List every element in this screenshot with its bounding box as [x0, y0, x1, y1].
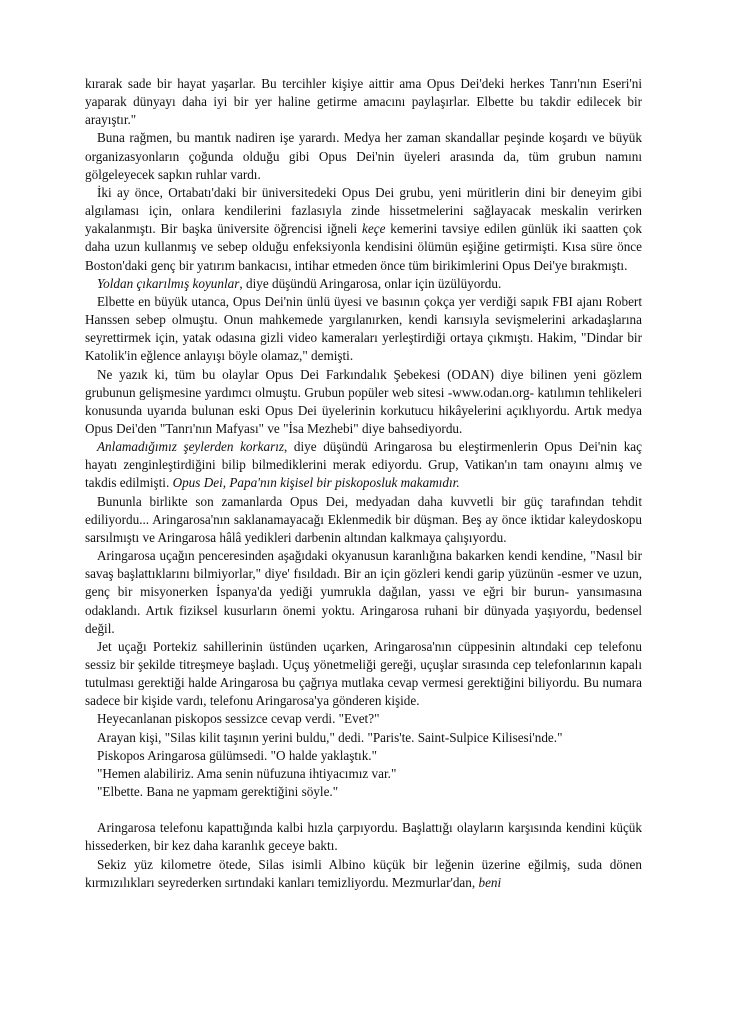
paragraph-text: kırarak sade bir hayat yaşarlar. Bu tercihler kişiye aittir ama Opus Dei'deki herkes Tanrı'nın Eseri'ni yaparak dünyayı daha iyi bir yer haline getirme amacını paylaşırlar. Elbette bu takdir edilecek bir arayıştır." — [85, 76, 642, 128]
dialogue-text: Arayan kişi, "Silas kilit taşının yerini buldu," dedi. "Paris'te. Saint-Sulpice Kilisesi'nde." — [97, 729, 563, 745]
document-page — [85, 75, 642, 892]
italic-text: Anlamadığımız şeylerden korkarız — [97, 439, 285, 455]
dialogue-text: Heyecanlanan piskopos sessizce cevap verdi. "Evet?" — [97, 711, 380, 727]
dialogue-line-1 — [85, 710, 642, 728]
paragraph-12 — [85, 856, 642, 892]
paragraph-11 — [85, 819, 642, 855]
dialogue-line-2 — [85, 729, 642, 747]
paragraph-9 — [85, 547, 642, 638]
dialogue-line-4 — [85, 765, 642, 783]
paragraph-1 — [85, 75, 642, 129]
paragraph-text: Sekiz yüz kilometre ötede, Silas isimli Albino küçük bir leğenin üzerine eğilmiş, suda dönen kırmızılıkları seyrederken sırtındaki kanları temizliyordu. Mezmurlar'dan, — [85, 856, 642, 890]
paragraph-4 — [85, 275, 642, 293]
paragraph-text: Jet uçağı Portekiz sahillerinin üstünden uçarken, Aringarosa'nın cüppesinin altındaki cep telefonu sessiz bir şekilde titreşmeye başladı. Uçuş yönetmeliği gereği, uçuşlar sırasında cep telefonlarının kapalı tutulması gerektiği halde Aringarosa bu çağrıya mutlaka cevap vermesi gerektiğini biliyordu. Bu numara sadece bir kişide vardı, telefonu Aringarosa'ya gönderen kişide. — [85, 638, 642, 709]
paragraph-text: İki ay önce, Ortabatı'daki bir üniversitedeki Opus Dei grubu, yeni müritlerin dini bir deneyim gibi algılaması için, onlara kendilerini fazlasıyla zinde hissetmelerini sağlayacak meskalin verirken yakalanmıştı. Bir başka üniversite öğrencisi iğneli — [85, 184, 642, 237]
paragraph-10 — [85, 638, 642, 711]
paragraph-text: , diye düşündü Aringarosa bu eleştirmenlerin Opus Dei'nin kaç hayatı zenginleştirdiğini bilip bilmediklerini merak ediyordu. Grup, Vatikan'ın tam onayını almış ve takdis edilmişti. — [85, 439, 642, 491]
paragraph-text: Aringarosa uçağın penceresinden aşağıdaki okyanusun karanlığına bakarken kendi kendine, "Nasıl bir savaş başlattıklarını bilmiyorlar," diye' fısıldadı. Bir an için gözleri kendi garip yüzünün -esmer ve uzun, genç bir misyonerken İspanya'da yediği yumrukla dağılan, yassı ve eğri bir burun- yansımasına odaklandı. Artık fiziksel kusurların önemi yoktu. Aringarosa ruhani bir dünyada yaşıyordu, bedensel değil. — [85, 548, 642, 636]
dialogue-line-3 — [85, 747, 642, 765]
paragraph-text: Bununla birlikte son zamanlarda Opus Dei, medyadan daha kuvvetli bir güç tarafından tehdit ediliyordu... Aringarosa'nın saklanamayacağı Eklenmedik bir düşman. Beş ay önce iktidar kaleydoskopu sarsılmıştı ve Aringarosa hâlâ yedikleri darbenin altından kalkmaya çalışıyordu. — [85, 493, 642, 545]
dialogue-text: "Elbette. Bana ne yapmam gerektiğini söyle." — [97, 784, 339, 800]
paragraph-text: , diye düşündü Aringarosa, onlar için üzülüyordu. — [239, 275, 502, 291]
paragraph-8 — [85, 493, 642, 547]
paragraph-6 — [85, 366, 642, 439]
paragraph-text: Ne yazık ki, tüm bu olaylar Opus Dei Farkındalık Şebekesi (ODAN) diye bilinen yeni gözlem grubunun gelişmesine yardımcı olmuştu. Grubun popüler web sitesi -www.odan.org- katılımın tehlikeleri konusunda uyarıda bulunan eski Opus Dei üyelerinin korkutucu hikâyelerini açıklıyordu. Artık medya Opus Dei'den "Tanrı'nın Mafyası" ve "İsa Mezhebi" diye bahsediyordu. — [85, 366, 642, 436]
paragraph-5 — [85, 293, 642, 366]
paragraph-text: Buna rağmen, bu mantık nadiren işe yarardı. Medya her zaman skandallar peşinde koşardı ve büyük organizasyonların çoğunda olduğu gibi Opus Dei'nin üyeleri arasında da, tüm grubun namını gölgeleyecek sapkın ruhlar vardı. — [85, 130, 642, 182]
paragraph-text: Aringarosa telefonu kapattığında kalbi hızla çarpıyordu. Başlattığı olayların karşısında kendini küçük hissederken, bir kez daha karanlık geceye baktı. — [85, 820, 642, 854]
italic-text: Yoldan çıkarılmış koyunlar — [97, 275, 240, 291]
dialogue-line-5 — [85, 783, 642, 801]
paragraph-text: Elbette en büyük utanca, Opus Dei'nin ünlü üyesi ve basının çokça yer verdiği sapık FBI ajanı Robert Hanssen sebep olmuştu. Onun mahkemede yargılanırken, kendi karısıyla sevişmelerini arkadaşlarına seyrettirmek için, yatak odasına gizli video kameraları yerleştirdiği ortaya çıkmıştı. Hakim, "Dindar bir Katolik'in eğlence anlayışı böyle olamaz," demişti. — [85, 293, 642, 364]
dialogue-text: Piskopos Aringarosa gülümsedi. "O halde yaklaştık." — [97, 747, 377, 763]
paragraph-2 — [85, 129, 642, 183]
paragraph-text: kemerini tavsiye edilen günlük iki saatten çok daha uzun kullanmış ve sebep olduğu enfeksiyonla kendisini ölümün eşiğine getirmişti. Kısa süre önce Boston'daki genç bir yatırım bankacısı, intihar etmeden önce tüm birikimlerini Opus Dei'ye bırakmıştı. — [85, 221, 643, 273]
italic-text: keçe — [362, 221, 386, 237]
dialogue-text: "Hemen alabiliriz. Ama senin nüfuzuna ihtiyacımız var." — [97, 765, 397, 781]
paragraph-7 — [85, 438, 642, 492]
italic-text: beni — [478, 874, 502, 890]
paragraph-3 — [85, 184, 642, 275]
italic-text: Opus Dei, Papa'nın kişisel bir piskoposluk makamıdır. — [172, 475, 460, 491]
